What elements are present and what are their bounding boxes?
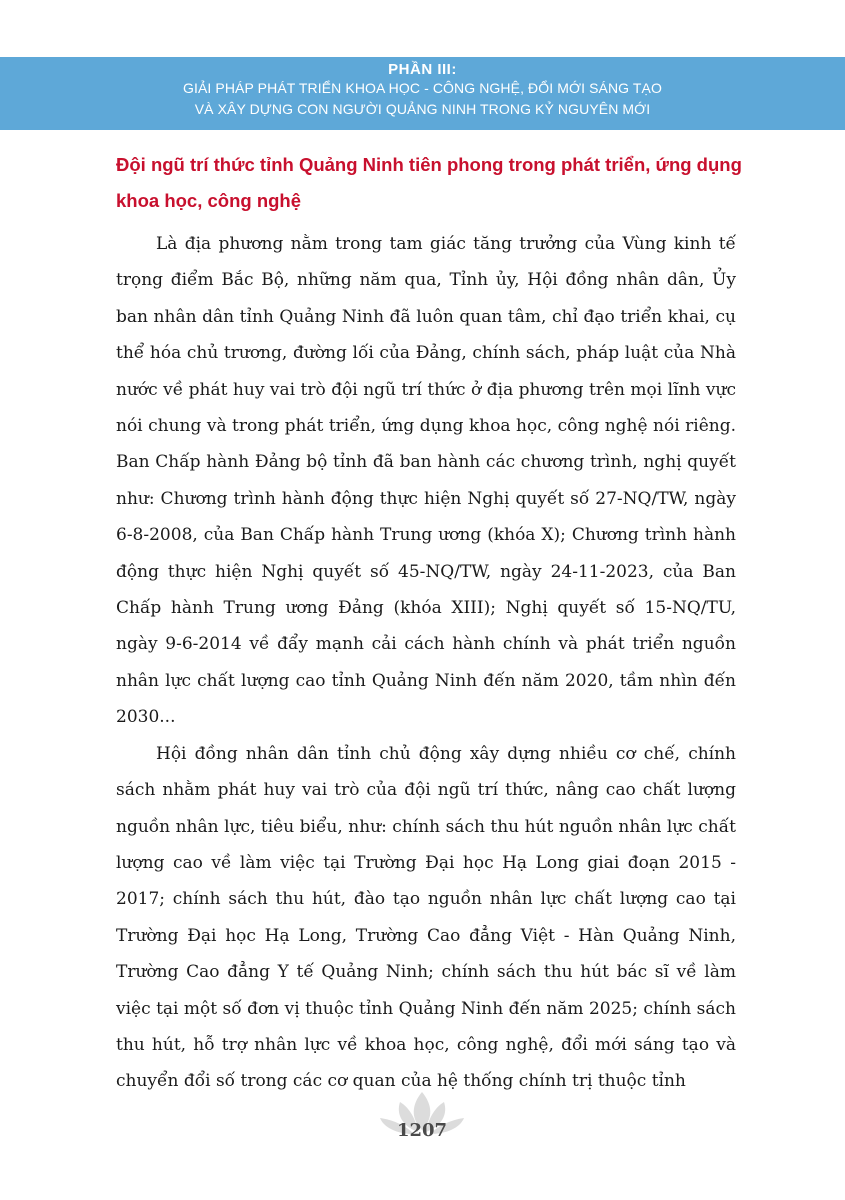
article-body [116, 226, 736, 1100]
section-header-banner [0, 57, 845, 130]
page-number: 1207 [396, 1120, 448, 1141]
body-paragraph-1: Là địa phương nằm trong tam giác tăng trưởng của Vùng kinh tế trọng điểm Bắc Bộ, những năm qua, Tỉnh ủy, Hội đồng nhân dân, Ủy ban nhân dân tỉnh Quảng Ninh đã luôn quan tâm, chỉ đạo triển khai, cụ thể hóa chủ trương, đường lối của Đảng, chính sách, pháp luật của Nhà nước về phát huy vai trò đội ngũ trí thức ở địa phương trên mọi lĩnh vực nói chung và trong phát triển, ứng dụng khoa học, công nghệ nói riêng. Ban Chấp hành Đảng bộ tỉnh đã ban hành các chương trình, nghị quyết như: Chương trình hành động thực hiện Nghị quyết số 27-NQ/TW, ngày 6-8-2008, của Ban Chấp hành Trung ương (khóa X); Chương trình hành động thực hiện Nghị quyết số 45-NQ/TW, ngày 24-11-2023, của Ban Chấp hành Trung ương Đảng (khóa XIII); Nghị quyết số 15-NQ/TU, ngày 9-6-2014 về đẩy mạnh cải cách hành chính và phát triển nguồn nhân lực chất lượng cao tỉnh Quảng Ninh đến năm 2020, tầm nhìn đến 2030... [116, 234, 736, 728]
section-subtitle-line-1: GIẢI PHÁP PHÁT TRIỂN KHOA HỌC - CÔNG NGHỆ, ĐỔI MỚI SÁNG TẠO [183, 80, 662, 96]
page-footer [352, 1090, 492, 1160]
section-part-label: PHẦN III: [388, 61, 457, 78]
section-subtitle-line-2: VÀ XÂY DỰNG CON NGƯỜI QUẢNG NINH TRONG KỶ NGUYÊN MỚI [194, 101, 651, 117]
article-title: Đội ngũ trí thức tỉnh Quảng Ninh tiên phong trong phát triển, ứng dụng khoa học, công nghệ [116, 154, 742, 211]
body-paragraph-2: Hội đồng nhân dân tỉnh chủ động xây dựng nhiều cơ chế, chính sách nhằm phát huy vai trò của đội ngũ trí thức, nâng cao chất lượng nguồn nhân lực, tiêu biểu, như: chính sách thu hút nguồn nhân lực chất lượng cao về làm việc tại Trường Đại học Hạ Long giai đoạn 2015 - 2017; chính sách thu hút, đào tạo nguồn nhân lực chất lượng cao tại Trường Đại học Hạ Long, Trường Cao đẳng Việt - Hàn Quảng Ninh, Trường Cao đẳng Y tế Quảng Ninh; chính sách thu hút bác sĩ về làm việc tại một số đơn vị thuộc tỉnh Quảng Ninh đến năm 2025; chính sách thu hút, hỗ trợ nhân lực về khoa học, công nghệ, đổi mới sáng tạo và chuyển đổi số trong các cơ quan của hệ thống chính trị thuộc tỉnh [116, 743, 736, 1092]
